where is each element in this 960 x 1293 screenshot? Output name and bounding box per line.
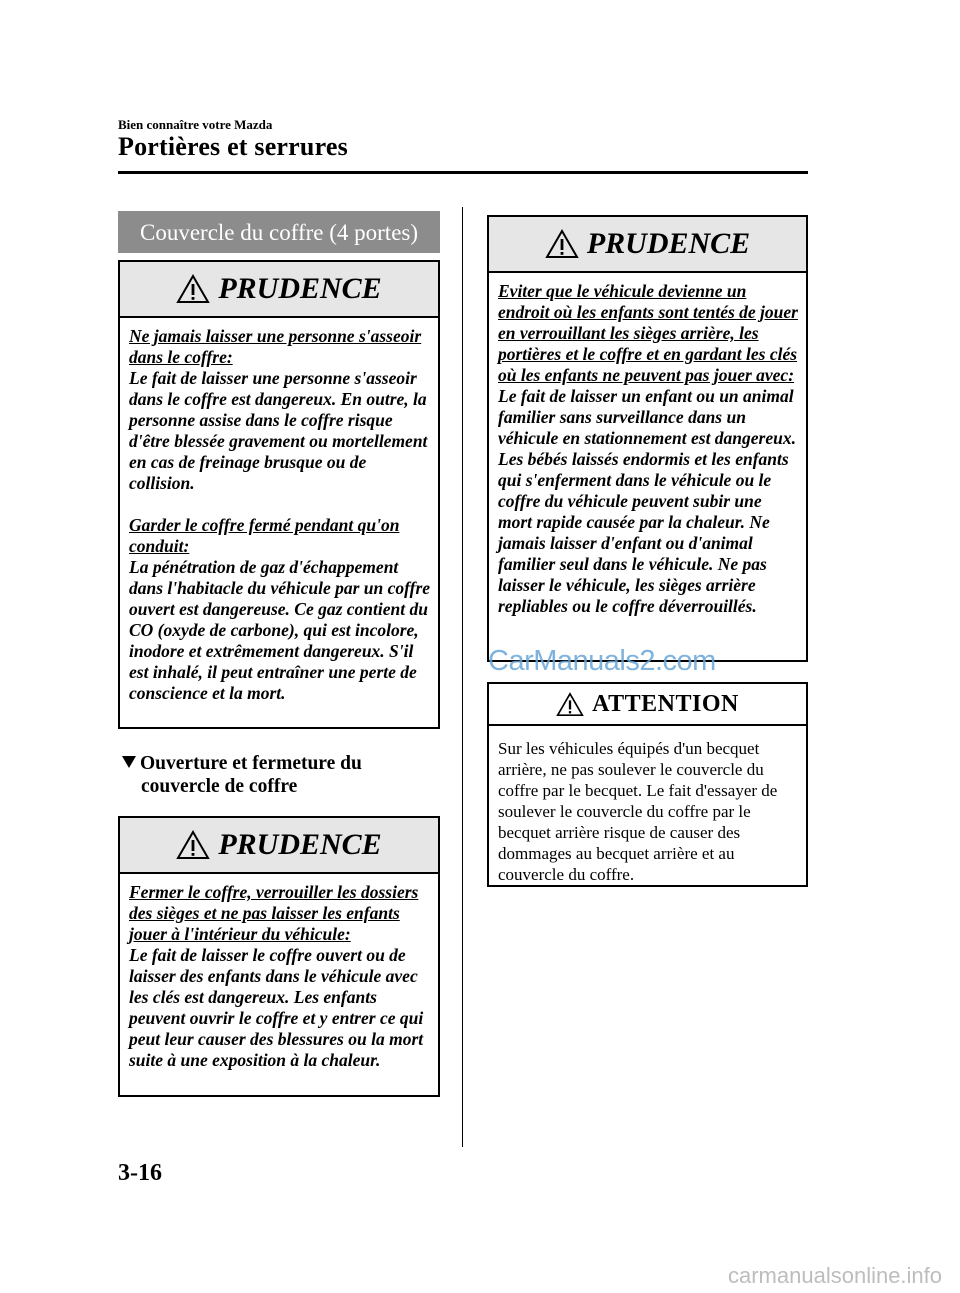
breadcrumb: Bien connaître votre Mazda [118, 117, 273, 132]
page-number: 3-16 [118, 1160, 162, 1186]
attention-box-spoiler [487, 682, 808, 887]
warning-text: Le fait de laisser une personne s'asseoir dans le coffre est dangereux. En outre, la personne assise dans le coffre risque d'être blessée gravement ou mortellement en cas de freinage brusque ou de collision. [129, 368, 428, 493]
prudence-body [120, 318, 438, 712]
warning-heading: Ne jamais laisser une personne s'asseoir dans le coffre: [129, 326, 422, 367]
warning-triangle-icon [545, 229, 579, 259]
prudence-body [489, 273, 806, 625]
prudence-title: PRUDENCE [218, 272, 382, 305]
prudence-box-trunk-seating [118, 260, 440, 729]
warning-text: La pénétration de gaz d'échappement dans l'habitacle du véhicule par un coffre ouvert est dangereuse. Ce gaz contient du CO (oxyde de carbone), qui est incolore, inodore et extrêmement dangereux. S'il est inhalé, il peut entraîner une perte de conscience et la mort. [129, 557, 431, 703]
attention-header [489, 684, 806, 726]
footer-site-text: carmanualsonline.info [728, 1263, 943, 1288]
prudence-title: PRUDENCE [218, 828, 382, 861]
page-title: Portières et serrures [118, 132, 348, 161]
attention-title: ATTENTION [592, 690, 739, 717]
attention-body: Sur les véhicules équipés d'un becquet arrière, ne pas soulever le couvercle du coffre par le becquet. Le fait d'essayer de soulever le couvercle du coffre par le becquet arrière risque de causer des dommages au becquet arrière et au couvercle du coffre. [498, 739, 778, 884]
prudence-box-children [487, 215, 808, 662]
column-divider [462, 207, 463, 1147]
subsection-heading [122, 752, 422, 798]
warning-triangle-icon [556, 692, 584, 717]
subsection-line-1: Ouverture et fermeture du [140, 753, 362, 774]
prudence-header [120, 818, 438, 874]
prudence-box-close-trunk [118, 816, 440, 1097]
prudence-header [120, 262, 438, 318]
warning-triangle-icon [176, 830, 210, 860]
warning-heading: Eviter que le véhicule devienne un endroit où les enfants sont tentés de jouer en verrouillant les sièges arrière, les portières et le coffre et en gardant les clés où les enfants ne peuvent pas jouer avec: [498, 281, 798, 385]
subsection-line-2: couvercle de coffre [141, 776, 298, 797]
warning-heading: Fermer le coffre, verrouiller les dossiers des sièges et ne pas laisser les enfants jouer à l'intérieur du véhicule: [129, 882, 419, 944]
prudence-title: PRUDENCE [586, 227, 751, 260]
title-rule [118, 171, 808, 174]
prudence-header [489, 217, 806, 273]
warning-heading: Garder le coffre fermé pendant qu'on conduit: [129, 515, 400, 556]
warning-text: Le fait de laisser un enfant ou un animal familier sans surveillance dans un véhicule en stationnement est dangereux. Les bébés laissés endormis et les enfants qui s'enferment dans le véhicule ou le coffre du véhicule peuvent subir une mort rapide causée par la chaleur. Ne jamais laisser d'enfant ou d'animal familier seul dans le véhicule. Ne pas laisser le véhicule, les sièges arrière repliables ou le coffre déverrouillés. [498, 386, 796, 616]
warning-text: Le fait de laisser le coffre ouvert ou de laisser des enfants dans le véhicule avec les clés est dangereux. Les enfants peuvent ouvrir le coffre et y entrer ce qui peut leur causer des blessures ou la mort suite à une exposition à la chaleur. [129, 945, 424, 1070]
watermark-text: CarManuals2.com [488, 645, 716, 677]
warning-triangle-icon [176, 274, 210, 304]
triangle-down-icon [122, 756, 136, 768]
prudence-body [120, 874, 438, 1079]
section-banner: Couvercle du coffre (4 portes) [118, 211, 440, 253]
